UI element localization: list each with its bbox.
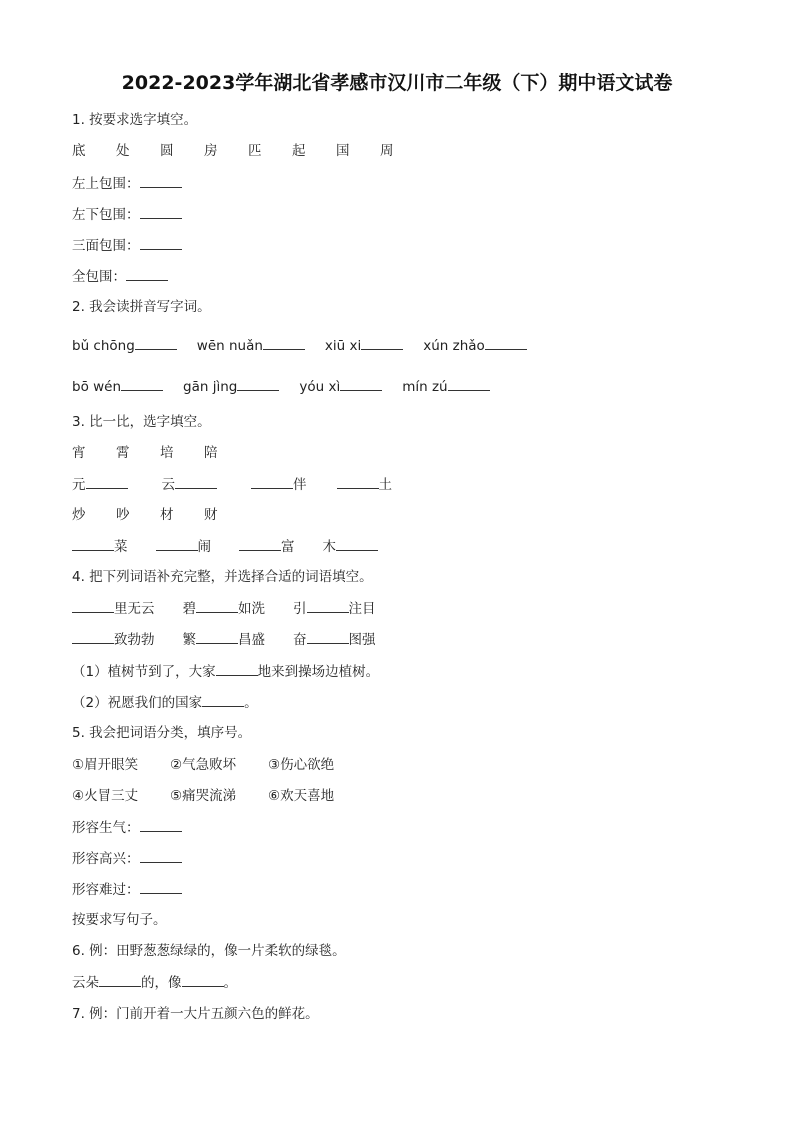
q5-prompt-row: [72, 817, 182, 838]
answer-blank[interactable]: [307, 598, 349, 613]
answer-blank[interactable]: [72, 629, 114, 644]
answer-blank[interactable]: [448, 376, 490, 391]
answer-blank[interactable]: [86, 474, 128, 489]
pinyin: bǔ chōng: [72, 338, 135, 354]
q5-option: ⑥欢天喜地: [268, 788, 335, 804]
q2-pinyin-row: [72, 376, 490, 397]
idiom-part: 图强: [348, 632, 376, 648]
sentence-part: 地来到操场边植树。: [257, 664, 380, 680]
sentence-part: （1）植树节到了，大家: [72, 664, 216, 680]
q3-fill-row: [72, 536, 378, 557]
answer-blank[interactable]: [337, 474, 379, 489]
answer-blank[interactable]: [140, 173, 182, 188]
q5-option: ④火冒三丈: [72, 788, 139, 804]
sentence-part: 。: [223, 975, 237, 991]
sentence-part: 云朵: [72, 975, 99, 991]
q4-sentence-2: [72, 692, 258, 713]
q5-option: ⑤痛哭流涕: [170, 788, 237, 804]
q5-prompt-label: 形容生气：: [72, 820, 140, 836]
idiom-part: 昌盛: [238, 632, 265, 648]
idiom-part: 致勃勃: [114, 632, 155, 648]
pinyin: yóu xì: [299, 379, 341, 395]
q3-char: 炒: [72, 507, 86, 523]
q4-sentence-1: [72, 661, 379, 682]
q4-heading: 4. 把下列词语补充完整，并选择合适的词语填空。: [72, 569, 373, 585]
q3-fill-char: 土: [378, 477, 392, 493]
q1-prompt-row: [72, 266, 168, 287]
idiom-part: 繁: [182, 632, 196, 648]
q1-prompt-label: 左下包围：: [72, 207, 140, 223]
q3-char: 陪: [204, 445, 218, 461]
pinyin: mín zú: [402, 379, 448, 395]
answer-blank[interactable]: [175, 474, 217, 489]
answer-blank[interactable]: [72, 536, 114, 551]
answer-blank[interactable]: [182, 972, 224, 987]
answer-blank[interactable]: [196, 629, 238, 644]
answer-blank[interactable]: [237, 376, 279, 391]
pinyin: xiū xi: [324, 338, 362, 354]
q3-char: 培: [160, 445, 174, 461]
q3-char: 吵: [116, 507, 130, 523]
answer-blank[interactable]: [251, 474, 293, 489]
page-title: 2022-2023学年湖北省孝感市汉川市二年级（下）期中语文试卷: [121, 72, 673, 94]
q1-char: 底: [72, 143, 86, 159]
q1-char: 房: [204, 143, 218, 159]
idiom-part: 如洗: [238, 601, 265, 617]
answer-blank[interactable]: [263, 335, 305, 350]
answer-blank[interactable]: [126, 266, 168, 281]
answer-blank[interactable]: [239, 536, 281, 551]
q5-prompt-label: 形容难过：: [72, 882, 140, 898]
answer-blank[interactable]: [135, 335, 177, 350]
answer-blank[interactable]: [307, 629, 349, 644]
q6-answer-row: [72, 972, 237, 993]
q7-heading: 7. 例：门前开着一大片五颜六色的鲜花。: [72, 1006, 319, 1022]
q1-prompt-label: 全包围：: [72, 269, 126, 285]
q1-heading: 1. 按要求选字填空。: [72, 112, 198, 128]
q1-char-row: [72, 141, 424, 161]
q1-prompt-row: [72, 173, 182, 194]
q3-char: 霄: [116, 445, 130, 461]
q1-char: 匹: [248, 143, 262, 159]
idiom-part: 注目: [348, 601, 376, 617]
answer-blank[interactable]: [336, 536, 378, 551]
q6-heading: 6. 例：田野葱葱绿绿的，像一片柔软的绿毯。: [72, 943, 346, 959]
answer-blank[interactable]: [156, 536, 198, 551]
answer-blank[interactable]: [72, 598, 114, 613]
answer-blank[interactable]: [485, 335, 527, 350]
idiom-part: 里无云: [114, 601, 155, 617]
q1-prompt-row: [72, 235, 182, 256]
q3-fill-char: 富: [281, 539, 295, 555]
q3-char: 材: [160, 507, 174, 523]
q1-char: 圆: [160, 143, 174, 159]
answer-blank[interactable]: [361, 335, 403, 350]
answer-blank[interactable]: [140, 879, 182, 894]
answer-blank[interactable]: [121, 376, 163, 391]
answer-blank[interactable]: [140, 848, 182, 863]
q5-option-row: [72, 755, 366, 775]
q3-fill-char: 元: [72, 477, 86, 493]
pinyin: bō wén: [72, 379, 122, 395]
q5-prompt-label: 形容高兴：: [72, 851, 140, 867]
q1-char: 国: [336, 143, 350, 159]
q1-char: 周: [380, 143, 394, 159]
idiom-part: 碧: [182, 601, 196, 617]
q5-prompt-row: [72, 848, 182, 869]
sentence-part: 的，像: [141, 975, 182, 991]
q4-idiom-row: [72, 629, 376, 650]
q5-option: ①眉开眼笑: [72, 757, 139, 773]
answer-blank[interactable]: [140, 204, 182, 219]
q3-char-row: [72, 505, 248, 525]
q3-char: 财: [204, 507, 218, 523]
answer-blank[interactable]: [202, 692, 244, 707]
pinyin: gān jìng: [183, 379, 238, 395]
q1-prompt-label: 三面包围：: [72, 238, 140, 254]
sentence-part: （2）祝愿我们的国家: [72, 695, 203, 711]
q3-fill-char: 菜: [114, 539, 128, 555]
q1-prompt-label: 左上包围：: [72, 176, 140, 192]
q1-char: 起: [292, 143, 306, 159]
q3-char-row: [72, 443, 248, 463]
q4-idiom-row: [72, 598, 376, 619]
answer-blank[interactable]: [340, 376, 382, 391]
q5-option-row: [72, 786, 366, 806]
section-heading: 按要求写句子。: [72, 912, 167, 928]
q1-prompt-row: [72, 204, 182, 225]
q3-fill-char: 闹: [197, 539, 211, 555]
idiom-part: 引: [293, 601, 307, 617]
q3-fill-char: 伴: [293, 477, 307, 493]
q2-pinyin-row: [72, 335, 527, 356]
q3-fill-row: [72, 474, 392, 495]
q3-char: 宵: [72, 445, 86, 461]
q5-option: ③伤心欲绝: [268, 757, 335, 773]
sentence-part: 。: [244, 695, 258, 711]
answer-blank[interactable]: [140, 817, 182, 832]
answer-blank[interactable]: [99, 972, 141, 987]
q5-option: ②气急败坏: [170, 757, 237, 773]
answer-blank[interactable]: [140, 235, 182, 250]
pinyin: xún zhǎo: [423, 338, 485, 354]
idiom-part: 奋: [293, 632, 307, 648]
q3-heading: 3. 比一比，选字填空。: [72, 414, 211, 430]
q2-heading: 2. 我会读拼音写字词。: [72, 299, 211, 315]
pinyin: wēn nuǎn: [196, 338, 263, 354]
q3-fill-char: 木: [322, 539, 336, 555]
q1-char: 处: [116, 143, 130, 159]
answer-blank[interactable]: [196, 598, 238, 613]
answer-blank[interactable]: [216, 661, 258, 676]
q5-heading: 5. 我会把词语分类，填序号。: [72, 725, 252, 741]
q5-prompt-row: [72, 879, 182, 900]
q3-fill-char: 云: [161, 477, 175, 493]
